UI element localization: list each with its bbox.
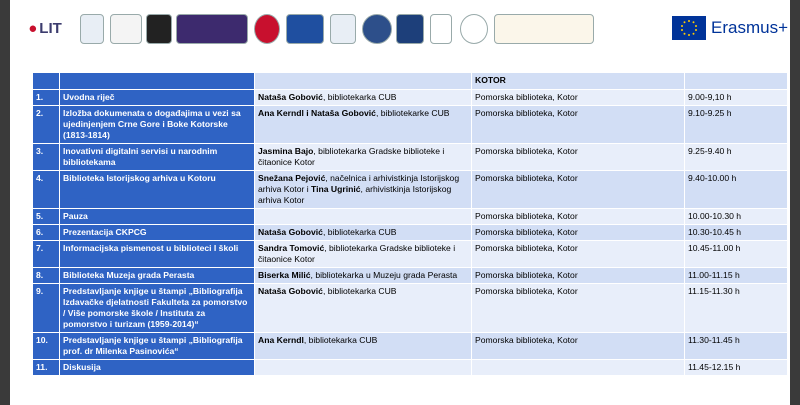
university-crest-icon bbox=[146, 14, 172, 44]
university-crest-icon bbox=[430, 14, 452, 44]
speaker-role: , bibliotekarka Gradske biblioteke i čitaonice Kotor bbox=[258, 243, 456, 264]
row-number: 10. bbox=[33, 333, 60, 360]
row-topic: Uvodna riječ bbox=[60, 90, 255, 106]
row-number: 5. bbox=[33, 209, 60, 225]
row-time: 11.00-11.15 h bbox=[685, 268, 788, 284]
speaker-role: , načelnica i arhivistkinja Istorijskog arhiva Kotor i bbox=[258, 173, 460, 194]
speaker-name: Snežana Pejović bbox=[258, 173, 326, 183]
speaker-role: , bibliotekarka CUB bbox=[303, 335, 378, 345]
row-time: 10.00-10.30 h bbox=[685, 209, 788, 225]
speaker-name: Ana Kerndl i Nataša Gobović bbox=[258, 108, 376, 118]
row-topic: Izložba dokumenata o događajima u vezi sa ujedinjenjem Crne Gore i Boke Kotorske (1813-1814) bbox=[60, 106, 255, 144]
university-crest-icon bbox=[396, 14, 424, 44]
speaker-name: Ana Kerndl bbox=[258, 335, 304, 345]
row-speaker bbox=[255, 209, 472, 225]
agenda-table bbox=[32, 72, 788, 376]
row-place: Pomorska biblioteka, Kotor bbox=[472, 144, 685, 171]
table-row bbox=[33, 171, 788, 209]
logo-strip bbox=[10, 0, 790, 58]
speaker-role: , bibliotekarka Gradske biblioteke i čitaonice Kotor bbox=[258, 146, 445, 167]
table-row bbox=[33, 209, 788, 225]
speaker-name: Biserka Milić bbox=[258, 270, 311, 280]
row-speaker bbox=[255, 106, 472, 144]
speaker-name: Jasmina Bajo bbox=[258, 146, 314, 156]
row-speaker bbox=[255, 360, 472, 376]
table-row bbox=[33, 90, 788, 106]
row-time: 10.30-10.45 h bbox=[685, 225, 788, 241]
university-crest-icon bbox=[80, 14, 104, 44]
speaker-name: Tina Ugrinić bbox=[311, 184, 361, 194]
speaker-role: , arhivistkinja Istorijskog arhiva Kotor bbox=[258, 184, 452, 205]
row-speaker bbox=[255, 284, 472, 333]
table-row bbox=[33, 241, 788, 268]
row-place: Pomorska biblioteka, Kotor bbox=[472, 268, 685, 284]
row-number: 3. bbox=[33, 144, 60, 171]
row-place: Pomorska biblioteka, Kotor bbox=[472, 284, 685, 333]
row-topic: Inovativni digitalni servisi u narodnim bibliotekama bbox=[60, 144, 255, 171]
row-number: 6. bbox=[33, 225, 60, 241]
university-crest-icon bbox=[286, 14, 324, 44]
lit-logo: ● LIT bbox=[28, 19, 62, 37]
speaker-role: , bibliotekarka CUB bbox=[322, 227, 397, 237]
row-time: 11.15-11.30 h bbox=[685, 284, 788, 333]
university-crest-icon bbox=[362, 14, 392, 44]
row-time: 9.10-9.25 h bbox=[685, 106, 788, 144]
row-time: 9.25-9.40 h bbox=[685, 144, 788, 171]
table-row bbox=[33, 225, 788, 241]
row-place: Pomorska biblioteka, Kotor bbox=[472, 241, 685, 268]
speaker-name: Sandra Tomović bbox=[258, 243, 325, 253]
row-speaker bbox=[255, 90, 472, 106]
row-number: 2. bbox=[33, 106, 60, 144]
row-place: Pomorska biblioteka, Kotor bbox=[472, 171, 685, 209]
row-speaker bbox=[255, 241, 472, 268]
row-topic: Biblioteka Muzeja grada Perasta bbox=[60, 268, 255, 284]
table-row bbox=[33, 333, 788, 360]
university-crest-icon bbox=[110, 14, 142, 44]
table-row bbox=[33, 144, 788, 171]
speaker-name: Nataša Gobović bbox=[258, 286, 323, 296]
row-topic: Pauza bbox=[60, 209, 255, 225]
row-number: 9. bbox=[33, 284, 60, 333]
venue-header: KOTOR bbox=[472, 73, 685, 90]
row-place bbox=[472, 360, 685, 376]
row-time: 10.45-11.00 h bbox=[685, 241, 788, 268]
row-place: Pomorska biblioteka, Kotor bbox=[472, 209, 685, 225]
row-speaker bbox=[255, 225, 472, 241]
row-number: 7. bbox=[33, 241, 60, 268]
speaker-name: Nataša Gobović bbox=[258, 227, 323, 237]
row-topic: Predstavljanje knjige u štampi „Bibliografija Izdavačke djelatnosti Fakulteta za pomorstvo / Više pomorske škole / Instituta za pomorstvo i turizam (1959-2014)“ bbox=[60, 284, 255, 333]
speaker-role: , bibliotekarka CUB bbox=[322, 286, 397, 296]
erasmus-logo: Erasmus+ bbox=[672, 12, 788, 44]
row-topic: Biblioteka Istorijskog arhiva u Kotoru bbox=[60, 171, 255, 209]
row-place: Pomorska biblioteka, Kotor bbox=[472, 90, 685, 106]
university-crest-icon bbox=[176, 14, 248, 44]
row-place: Pomorska biblioteka, Kotor bbox=[472, 225, 685, 241]
university-crest-icon bbox=[460, 14, 488, 44]
speaker-role: , bibliotekarka CUB bbox=[322, 92, 397, 102]
university-crest-icon bbox=[330, 14, 356, 44]
row-speaker bbox=[255, 333, 472, 360]
row-speaker bbox=[255, 171, 472, 209]
row-time: 11.30-11.45 h bbox=[685, 333, 788, 360]
row-number: 8. bbox=[33, 268, 60, 284]
library-logo-icon bbox=[494, 14, 594, 44]
table-row bbox=[33, 360, 788, 376]
row-time: 9.40-10.00 h bbox=[685, 171, 788, 209]
row-time: 9.00-9,10 h bbox=[685, 90, 788, 106]
speaker-role: , bibliotekarka u Muzeju grada Perasta bbox=[310, 270, 458, 280]
row-speaker bbox=[255, 144, 472, 171]
eu-flag-icon bbox=[672, 16, 706, 40]
row-place: Pomorska biblioteka, Kotor bbox=[472, 106, 685, 144]
row-topic: Informacijska pismenost u biblioteci I školi bbox=[60, 241, 255, 268]
row-number: 11. bbox=[33, 360, 60, 376]
table-header-row bbox=[33, 73, 788, 90]
row-time: 11.45-12.15 h bbox=[685, 360, 788, 376]
row-number: 4. bbox=[33, 171, 60, 209]
table-row bbox=[33, 106, 788, 144]
row-number: 1. bbox=[33, 90, 60, 106]
row-speaker bbox=[255, 268, 472, 284]
row-topic: Diskusija bbox=[60, 360, 255, 376]
row-topic: Predstavljanje knjige u štampi „Bibliografija prof. dr Milenka Pasinovića“ bbox=[60, 333, 255, 360]
row-place: Pomorska biblioteka, Kotor bbox=[472, 333, 685, 360]
table-row bbox=[33, 268, 788, 284]
speaker-role: , bibliotekarke CUB bbox=[375, 108, 450, 118]
speaker-name: Nataša Gobović bbox=[258, 92, 323, 102]
table-row bbox=[33, 284, 788, 333]
university-crest-icon bbox=[254, 14, 280, 44]
document-page bbox=[10, 0, 790, 405]
row-topic: Prezentacija CKPCG bbox=[60, 225, 255, 241]
